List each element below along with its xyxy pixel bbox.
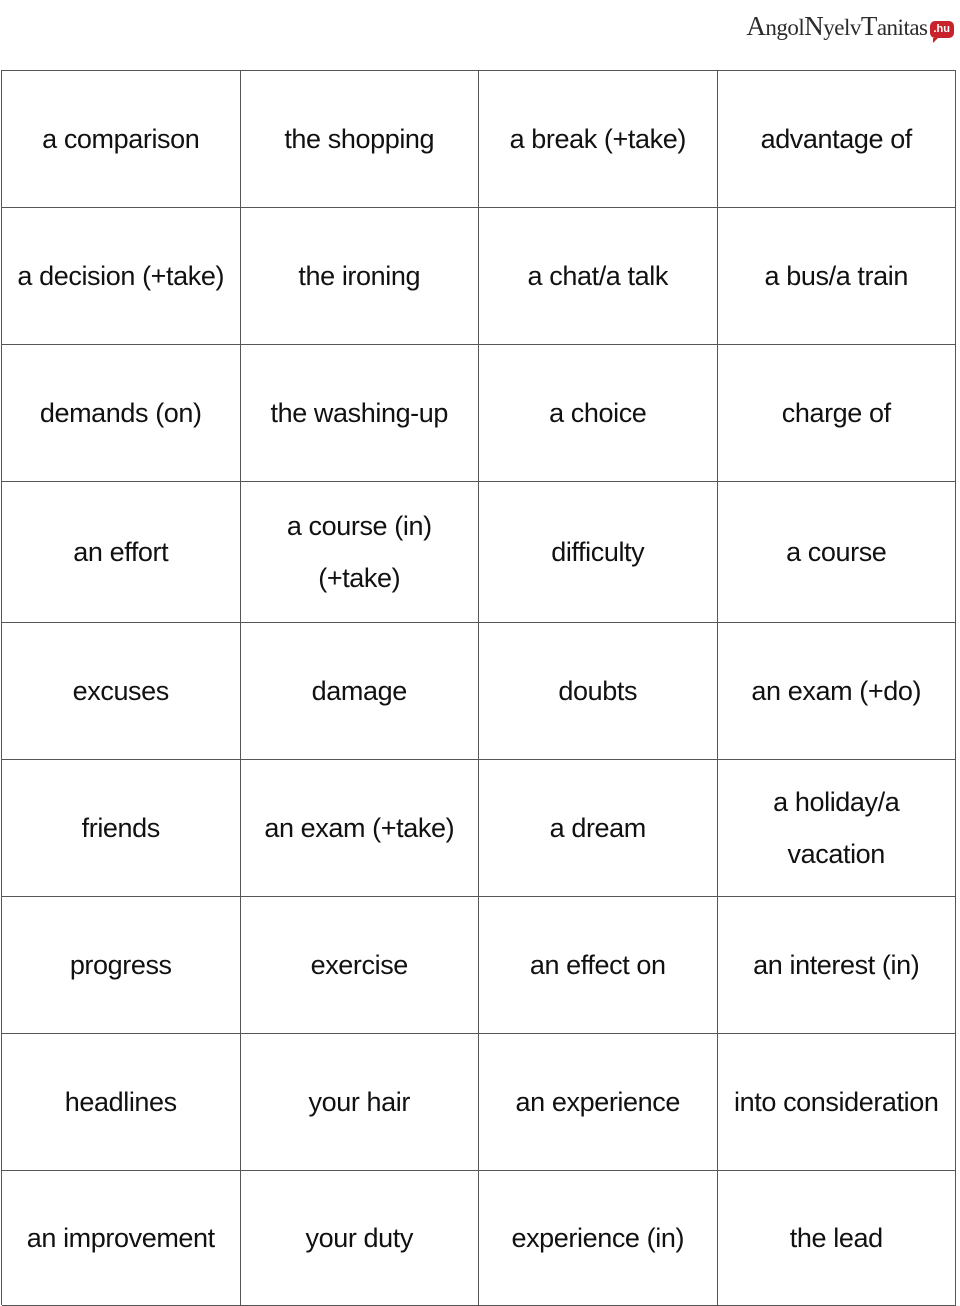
card-cell: [718, 1034, 957, 1171]
card-cell: [241, 1034, 480, 1171]
logo-badge: .hu: [930, 21, 955, 38]
card-cell: [718, 345, 957, 482]
card-cell: [241, 1171, 480, 1306]
logo-word-angol: Angol: [746, 11, 805, 41]
card-text: advantage of: [760, 124, 912, 154]
card-text: a course: [786, 537, 887, 567]
card-cell: [718, 760, 957, 897]
card-cell: [2, 760, 241, 897]
card-cell: [718, 623, 957, 760]
card-text: demands (on): [39, 398, 202, 428]
card-cell: [241, 623, 480, 760]
card-text: your duty: [305, 1223, 413, 1253]
card-cell: [241, 760, 480, 897]
card-text: difficulty: [551, 537, 645, 567]
card-cell: [479, 1034, 718, 1171]
card-text: the washing-up: [270, 398, 449, 428]
card-cell: [718, 71, 957, 208]
card-text: an experience: [515, 1087, 680, 1117]
card-text: a holiday/a vacation: [773, 787, 900, 869]
card-text: doubts: [558, 676, 638, 706]
card-text: an effort: [73, 537, 169, 567]
card-text: excuses: [72, 676, 169, 706]
card-text: an exam (+take): [264, 813, 455, 843]
card-cell: [2, 897, 241, 1034]
card-text: your hair: [308, 1087, 410, 1117]
card-text: a dream: [549, 813, 646, 843]
card-cell: [2, 623, 241, 760]
card-cell: [479, 71, 718, 208]
card-cell: [241, 345, 480, 482]
card-text: into consideration: [734, 1087, 939, 1117]
card-cell: [241, 897, 480, 1034]
card-cell: [2, 345, 241, 482]
card-text: an interest (in): [753, 950, 920, 980]
card-cell: [2, 482, 241, 623]
card-text: damage: [311, 676, 407, 706]
card-text: a break (+take): [509, 124, 686, 154]
card-text: an effect on: [529, 950, 666, 980]
card-cell: [479, 345, 718, 482]
card-cell: [718, 897, 957, 1034]
logo-word-tanitas: Tanitas: [860, 11, 928, 41]
card-cell: [2, 1034, 241, 1171]
card-text: charge of: [781, 398, 891, 428]
card-cell: [241, 71, 480, 208]
card-text: the lead: [789, 1223, 883, 1253]
card-text: a chat/a talk: [527, 261, 668, 291]
card-cell: [241, 482, 480, 623]
card-cell: [479, 760, 718, 897]
card-cell: [479, 897, 718, 1034]
card-grid: [1, 70, 956, 1305]
card-cell: [2, 1171, 241, 1306]
card-text: an exam (+do): [751, 676, 922, 706]
logo-word-nyelv: Nyelv: [804, 11, 861, 41]
card-text: exercise: [310, 950, 408, 980]
card-text: experience (in): [511, 1223, 685, 1253]
card-cell: [479, 482, 718, 623]
card-cell: [479, 623, 718, 760]
card-text: progress: [69, 950, 172, 980]
card-text: a course (in) (+take): [286, 511, 432, 593]
card-text: a decision (+take): [17, 261, 225, 291]
card-text: the ironing: [298, 261, 421, 291]
card-cell: [241, 208, 480, 345]
card-cell: [718, 482, 957, 623]
card-text: the shopping: [284, 124, 435, 154]
card-cell: [718, 208, 957, 345]
card-text: a choice: [549, 398, 647, 428]
card-cell: [479, 1171, 718, 1306]
card-text: a comparison: [42, 124, 200, 154]
card-cell: [2, 71, 241, 208]
site-logo: [746, 4, 954, 40]
card-cell: [2, 208, 241, 345]
card-text: headlines: [64, 1087, 177, 1117]
card-text: an improvement: [26, 1223, 215, 1253]
card-cell: [479, 208, 718, 345]
card-text: a bus/a train: [764, 261, 908, 291]
card-cell: [718, 1171, 957, 1306]
card-text: friends: [81, 813, 160, 843]
